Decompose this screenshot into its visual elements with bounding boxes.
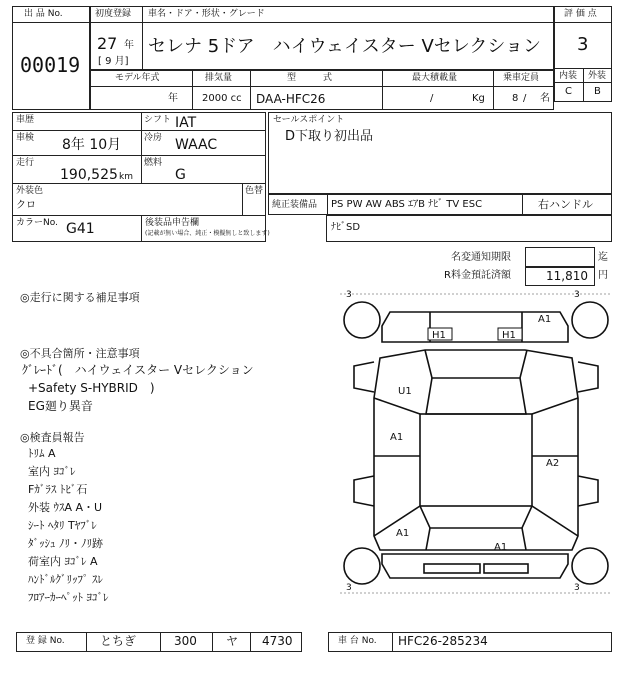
inspector-line: 荷室内 ﾖｺﾞﾚ A [28,555,98,568]
aftermarket-note: (記載が無い場合、純正・模擬無しと致します) [145,230,270,237]
defect-line: +Safety S-HYBRID ) [28,381,155,395]
score-label: 評 価 点 [564,9,597,19]
damage-mark: U1 [398,386,412,397]
reg-no-label: 登 録 No. [26,636,65,646]
name-change-unit: 迄 [598,252,608,263]
tire-front-left [344,302,380,338]
color-label: 外装色 [16,186,44,196]
damage-mark: A2 [546,458,560,469]
aftermarket-label: 後装品申告欄 [145,218,200,228]
damage-mark: A1 [494,542,508,553]
shift-value: IAT [175,115,197,131]
equipment-value: PS PW AW ABS ｴｱB ﾅﾋﾞ TV ESC [331,199,483,210]
fuel-label: 燃料 [144,158,163,168]
inspector-line: Fｶﾞﾗｽ ﾄﾋﾞ石 [28,483,88,496]
recycle-label: R料金預託済額 [444,270,511,281]
color-no-label: カラーNo. [16,218,58,228]
inspector-line: ﾀﾞｯｼｭ ﾉﾘ・ﾉﾘ跡 [28,537,103,550]
capacity-unit: 名 [540,93,550,104]
recolor-label: 色替 [245,186,264,196]
inspector-title: ◎検査員報告 [20,431,85,444]
car-name-label: 車名・ドア・形状・グレード [148,9,265,19]
aftermarket-box [326,215,612,242]
damage-mark: H1 [502,330,516,341]
reg-year: 27 [97,34,118,53]
name-change-value [525,247,595,267]
tire-label: 3 [574,583,580,593]
exterior-grade: B [594,86,601,97]
defect-line: ｸﾞﾚｰﾄﾞ( ハイウェイスター Vセレクション [22,363,254,377]
defect-line: EG廻り異音 [28,399,93,413]
first-reg-label: 初度登録 [95,9,132,19]
inspector-line: ﾊﾝﾄﾞﾙｸﾞﾘｯﾌﾟ ｽﾚ [28,573,103,586]
color-no-value: G41 [66,221,95,237]
tire-front-right [572,302,608,338]
sales-point-value: D下取り初出品 [285,129,374,144]
car-name: セレナ 5ドア ハイウェイスター Vセレクション [148,36,542,57]
interior-label: 内装 [559,71,578,81]
ac-label: 冷房 [144,133,163,143]
tire-rear-right [572,548,608,584]
mileage-unit: km [119,172,133,182]
model-year-unit: 年 [168,93,178,104]
steering-value: 右ハンドル [538,198,593,211]
damage-mark: H1 [432,330,446,341]
capacity-sep: / [523,93,527,104]
driving-notes-title: ◎走行に関する補足事項 [20,291,140,304]
max-load-unit: Kg [472,93,485,104]
capacity-value: 8 [512,93,519,104]
sales-point-label: セールスポイント [273,115,345,125]
mileage-value: 190,525 [60,167,118,183]
displacement-label: 排気量 [205,73,233,83]
aftermarket-value: ﾅﾋﾞSD [331,222,361,233]
damage-mark: A1 [538,314,552,325]
name-change-label: 名変通知期限 [451,252,511,263]
reg-kana: ヤ [226,634,239,648]
lot-number: 00019 [20,53,81,77]
shift-label: シフト [144,115,172,125]
exterior-label: 外装 [588,71,607,81]
tire-label: 3 [346,583,352,593]
chassis-label: 車 台 No. [338,636,377,646]
model-year-label: モデル年式 [115,73,160,83]
recycle-unit: 円 [598,270,608,281]
interior-grade: C [565,86,572,97]
reg-area: とちぎ [100,634,137,648]
chassis-number: HFC26-285234 [398,634,488,648]
color-value: クロ [16,200,36,211]
model-code: DAA-HFC26 [256,92,326,106]
max-load-value: / [430,93,434,104]
inspector-line: 外装 ｳｽA A・U [28,501,103,514]
lot-no-label: 出 品 No. [24,9,63,19]
equipment-label: 純正装備品 [272,200,318,210]
reg-year-unit: 年 [124,40,134,51]
recycle-value: 11,810 [546,269,588,283]
tire-rear-left [344,548,380,584]
ac-value: WAAC [175,137,218,153]
reg-month: [ 9 月] [98,56,129,67]
max-load-label: 最大積載量 [412,73,458,83]
car-damage-diagram [340,288,612,600]
damage-mark: A1 [396,528,410,539]
displacement-value: 2000 cc [202,93,242,104]
fuel-value: G [175,167,186,183]
mileage-label: 走行 [16,158,35,168]
inspection-label: 車検 [16,133,35,143]
inspector-line: 室内 ﾖｺﾞﾚ [28,465,76,478]
inspector-line: ｼｰﾄ ﾍﾀﾘ Tﾔﾌﾞﾚ [28,519,97,532]
inspection-value: 8年 10月 [62,137,122,153]
history-label: 車歴 [16,115,35,125]
tire-label: 3 [346,290,352,300]
score-value: 3 [577,34,589,55]
defect-notes-title: ◎不具合箇所・注意事項 [20,347,140,360]
capacity-label: 乗車定員 [503,73,540,83]
inspector-line: ﾌﾛｱｰｶｰﾍﾟｯﾄ ﾖｺﾞﾚ [28,591,109,604]
reg-number: 4730 [262,634,293,648]
type-label: 型 式 [287,73,333,83]
inspector-line: ﾄﾘﾑ A [28,447,56,460]
tire-label: 3 [574,290,580,300]
reg-class: 300 [174,634,197,648]
damage-mark: A1 [390,432,404,443]
